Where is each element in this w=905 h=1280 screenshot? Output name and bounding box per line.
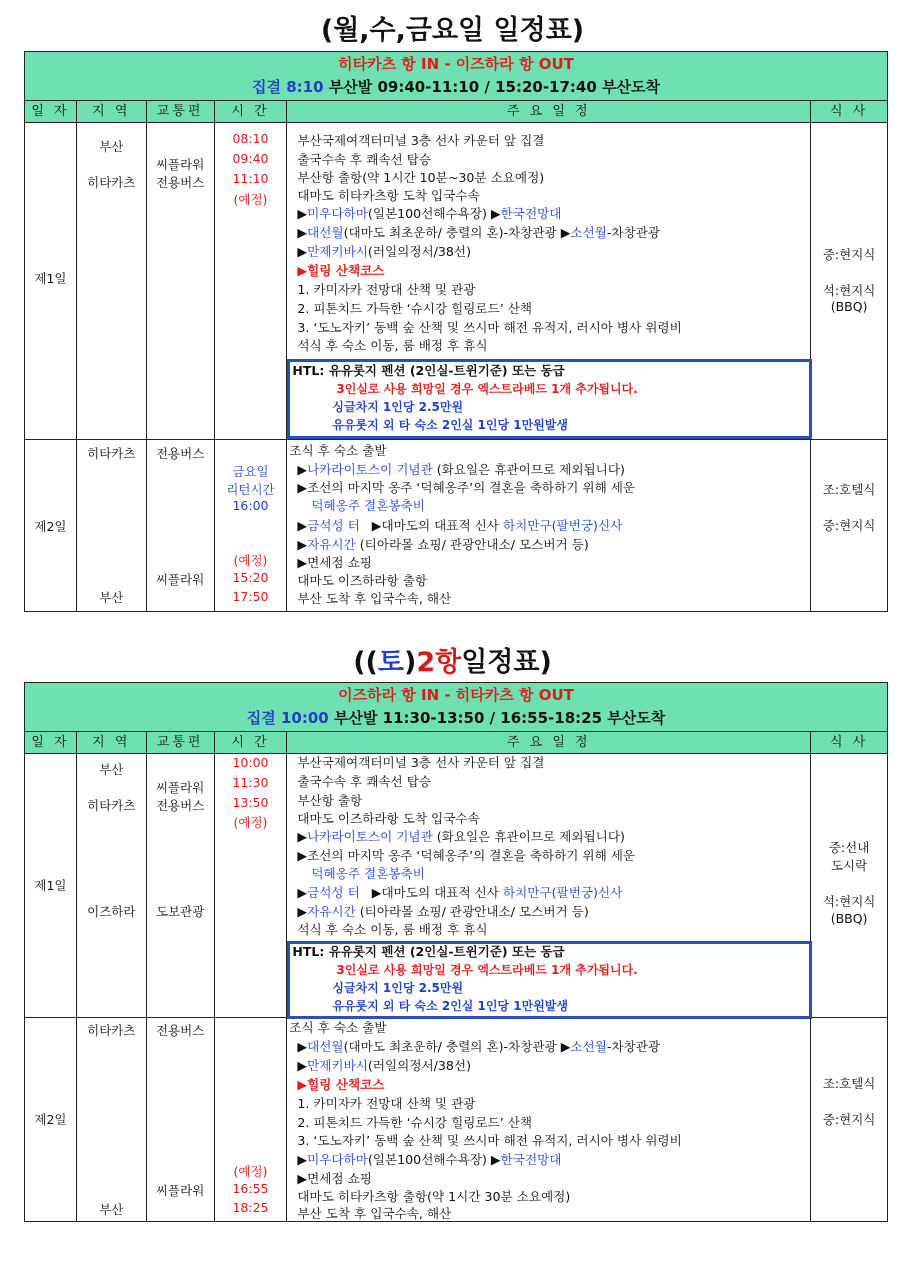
meet-line bbox=[25, 707, 887, 731]
schedule-line: ▶나카라이토스이 기념관 (화요일은 휴관이므로 제외됩니다) bbox=[297, 462, 625, 477]
col-schedule: 주 요 일 정 bbox=[287, 732, 811, 753]
col-transport: 교통편 bbox=[147, 101, 215, 122]
col-meal: 식 사 bbox=[829, 104, 869, 119]
transport-cell: 전용버스 씨플라워 bbox=[147, 440, 215, 611]
schedule-cell: 조식 후 숙소 출발 ▶나카라이토스이 기념관 (화요일은 휴관이므로 제외됩니다) ▶조선의 마지막 옹주 ‘덕혜옹주’의 결혼을 축하하기 위해 세운 덕혜옹주 결혼봉축비 ▶금석성 터 ▶대마도의 대표적 신사 하치만구(팔번궁)신사 ▶자유시간 (티아라몰 쇼핑/ 관광안내소/ 모스버거 등) ▶면세점 쇼핑 대마도 이즈하라항 출항 부산 도착 후 입국수속, 해산 bbox=[287, 440, 811, 611]
day-cell: 제2일 bbox=[25, 1018, 77, 1221]
time-cell: 금요일 리턴시간 16:00 (예정) 15:20 17:50 bbox=[215, 440, 288, 611]
region-cell: 부산 히타카츠 bbox=[77, 123, 147, 439]
transport-cell: 씨플라워 전용버스 도보관광 bbox=[147, 754, 215, 1017]
col-schedule: 주 요 일 정 bbox=[287, 101, 811, 122]
col-time: 시 간 bbox=[215, 732, 288, 753]
meal-cell: 조:호텔식 중:현지식 bbox=[822, 482, 876, 533]
col-region: 지 역 bbox=[77, 101, 147, 122]
schedule-cell: 부산국제여객터미널 3층 선사 카운터 앞 집결 출국수속 후 쾌속선 탑승 부산항 출항 대마도 이즈하라항 도착 입국수속 ▶나카라이토스이 기념관 (화요일은 휴관이므로 제외됩니다) ▶조선의 마지막 옹주 ‘덕혜옹주’의 결혼을 축하하기 위해 세운 덕혜옹주 결혼봉축비 ▶금석성 터 ▶대마도의 대표적 신사 하치만구(팔번궁)신사 ▶자유시간 (티아라몰 쇼핑/ 관광안내소/ 모스버거 등) 석식 후 숙소 이동, 룸 배정 후 휴식 HTL: 유유롯지 펜션 (2인실-트윈기준) 또는 동급 3인실로 사용 희망일 경우 엑스트라베드 1개 추가됩니다. 싱글차지 1인당 2.5만원 유유롯지 외 타 숙소 2인실 1인당 1만원발생 bbox=[287, 754, 811, 1017]
time-cell: 08:10 09:40 11:10 (예정) bbox=[215, 123, 288, 439]
table-row bbox=[25, 754, 887, 1018]
schedule-line: ▶금석성 터 ▶대마도의 대표적 신사 하치만구(팔번궁)신사 bbox=[297, 518, 623, 533]
route-line: 이즈하라 항 IN - 히타카츠 항 OUT bbox=[338, 686, 574, 704]
transport-cell: 씨플라워 전용버스 bbox=[147, 123, 215, 439]
time-cell: (예정) 16:55 18:25 bbox=[215, 1018, 288, 1221]
meal-cell: 중:현지식 석:현지식 (BBQ) bbox=[822, 247, 876, 314]
col-transport: 교통편 bbox=[147, 732, 215, 753]
schedule-line: ▶대선월(대마도 최초운하/ 충렬의 혼)-차창관광 ▶소선월-차창관광 bbox=[297, 1039, 661, 1054]
hotel-box: HTL: 유유롯지 펜션 (2인실-트윈기준) 또는 동급 3인실로 사용 희망일 경우 엑스트라베드 1개 추가됩니다. 싱글차지 1인당 2.5만원 유유롯지 외 타 숙소 2인실 1인당 1만원발생 bbox=[287, 941, 812, 1019]
col-region: 지 역 bbox=[77, 732, 147, 753]
schedule-line: ▶자유시간 (티아라몰 쇼핑/ 관광안내소/ 모스버거 등) bbox=[297, 537, 589, 552]
day-cell: 제1일 bbox=[25, 754, 77, 1017]
schedule-line: ▶대선월(대마도 최초운하/ 충렬의 혼)-차창관광 ▶소선월-차창관광 bbox=[297, 225, 661, 240]
col-time: 시 간 bbox=[215, 101, 288, 122]
schedule1-table bbox=[24, 51, 888, 612]
table-row bbox=[25, 1018, 887, 1221]
schedule-cell: 조식 후 숙소 출발 ▶대선월(대마도 최초운하/ 충렬의 혼)-차창관광 ▶소선월-차창관광 ▶만제키바시(러일의정서/38선) ▶힐링 산책코스 1. 카미자카 전망대 산책 및 관광 2. 피톤치드 가득한 ‘슈시강 힐링로드’ 산책 3. ‘도노자키’ 동백 숲 산책 및 쓰시마 해전 유적지, 러시아 병사 위령비 ▶미우다하마(일본100선해수욕장) ▶한국전망대 ▶면세점 쇼핑 대마도 히타카츠항 출항(약 1시간 30분 소요예정) 부산 도착 후 입국수속, 해산 bbox=[287, 1018, 811, 1221]
col-meal: 식 사 bbox=[829, 735, 869, 750]
schedule1-header bbox=[25, 52, 887, 101]
region-cell: 히타카츠 부산 bbox=[77, 1018, 147, 1221]
schedule2-header bbox=[25, 683, 887, 732]
schedule-line: ▶자유시간 (티아라몰 쇼핑/ 관광안내소/ 모스버거 등) bbox=[297, 904, 589, 919]
region-cell: 부산 히타카츠 이즈하라 bbox=[77, 754, 147, 1017]
day-cell: 제1일 bbox=[25, 123, 77, 439]
transport-cell: 전용버스 씨플라워 bbox=[147, 1018, 215, 1221]
meet-line bbox=[25, 76, 887, 100]
schedule1-title: (월,수,금요일 일정표) bbox=[320, 15, 585, 46]
meet-label: 집결 10:00 bbox=[246, 709, 329, 727]
schedule2-title: ((토)2항일정표) bbox=[353, 647, 552, 678]
schedule-line: ▶미우다하마(일본100선해수욕장) ▶한국전망대 bbox=[297, 206, 562, 221]
table-row bbox=[25, 123, 887, 440]
meet-rest: 부산발 09:40-11:10 / 15:20-17:40 부산도착 bbox=[328, 78, 660, 96]
meal-cell: 조:호텔식 중:현지식 bbox=[822, 1076, 876, 1127]
col-day: 일 자 bbox=[25, 101, 77, 122]
table-row bbox=[25, 440, 887, 611]
column-headers bbox=[25, 101, 887, 123]
schedule-cell: 부산국제여객터미널 3층 선사 카운터 앞 집결 출국수속 후 쾌속선 탑승 부산항 출항(약 1시간 10분~30분 소요예정) 대마도 히타카츠항 도착 입국수속 ▶미우다하마(일본100선해수욕장) ▶한국전망대 ▶대선월(대마도 최초운하/ 충렬의 혼)-차창관광 ▶소선월-차창관광 ▶만제키바시(러일의정서/38선) ▶힐링 산책코스 1. 카미자카 전망대 산책 및 관광 2. 피톤치드 가득한 ‘슈시강 힐링로드’ 산책 3. ‘도노자키’ 동백 숲 산책 및 쓰시마 해전 유적지, 러시아 병사 위령비 석식 후 숙소 이동, 룸 배정 후 휴식 HTL: 유유롯지 펜션 (2인실-트윈기준) 또는 동급 3인실로 사용 희망일 경우 엑스트라베드 1개 추가됩니다. 싱글차지 1인당 2.5만원 유유롯지 외 타 숙소 2인실 1인당 1만원발생 bbox=[287, 123, 811, 439]
schedule2-table bbox=[24, 682, 888, 1222]
time-cell: 10:00 11:30 13:50 (예정) bbox=[215, 754, 288, 1017]
schedule-line: ▶미우다하마(일본100선해수욕장) ▶한국전망대 bbox=[297, 1152, 562, 1167]
region-cell: 히타카츠 부산 bbox=[77, 440, 147, 611]
hotel-box: HTL: 유유롯지 펜션 (2인실-트윈기준) 또는 동급 3인실로 사용 희망일 경우 엑스트라베드 1개 추가됩니다. 싱글차지 1인당 2.5만원 유유롯지 외 타 숙소 2인실 1인당 1만원발생 bbox=[287, 359, 812, 439]
route-line: 히타카츠 항 IN - 이즈하라 항 OUT bbox=[338, 55, 574, 73]
schedule-line: ▶나카라이토스이 기념관 (화요일은 휴관이므로 제외됩니다) bbox=[297, 829, 625, 844]
day-cell: 제2일 bbox=[25, 440, 77, 611]
schedule-line: ▶만제키바시(러일의정서/38선) bbox=[297, 1058, 471, 1073]
column-headers bbox=[25, 732, 887, 754]
meal-cell: 중:선내 도시락 석:현지식 (BBQ) bbox=[822, 840, 876, 926]
meet-label: 집결 8:10 bbox=[252, 78, 324, 96]
meet-rest: 부산발 11:30-13:50 / 16:55-18:25 부산도착 bbox=[333, 709, 666, 727]
col-day: 일 자 bbox=[25, 732, 77, 753]
schedule-line: ▶금석성 터 ▶대마도의 대표적 신사 하치만구(팔번궁)신사 bbox=[297, 885, 623, 900]
schedule-line: ▶만제키바시(러일의정서/38선) bbox=[297, 244, 471, 259]
